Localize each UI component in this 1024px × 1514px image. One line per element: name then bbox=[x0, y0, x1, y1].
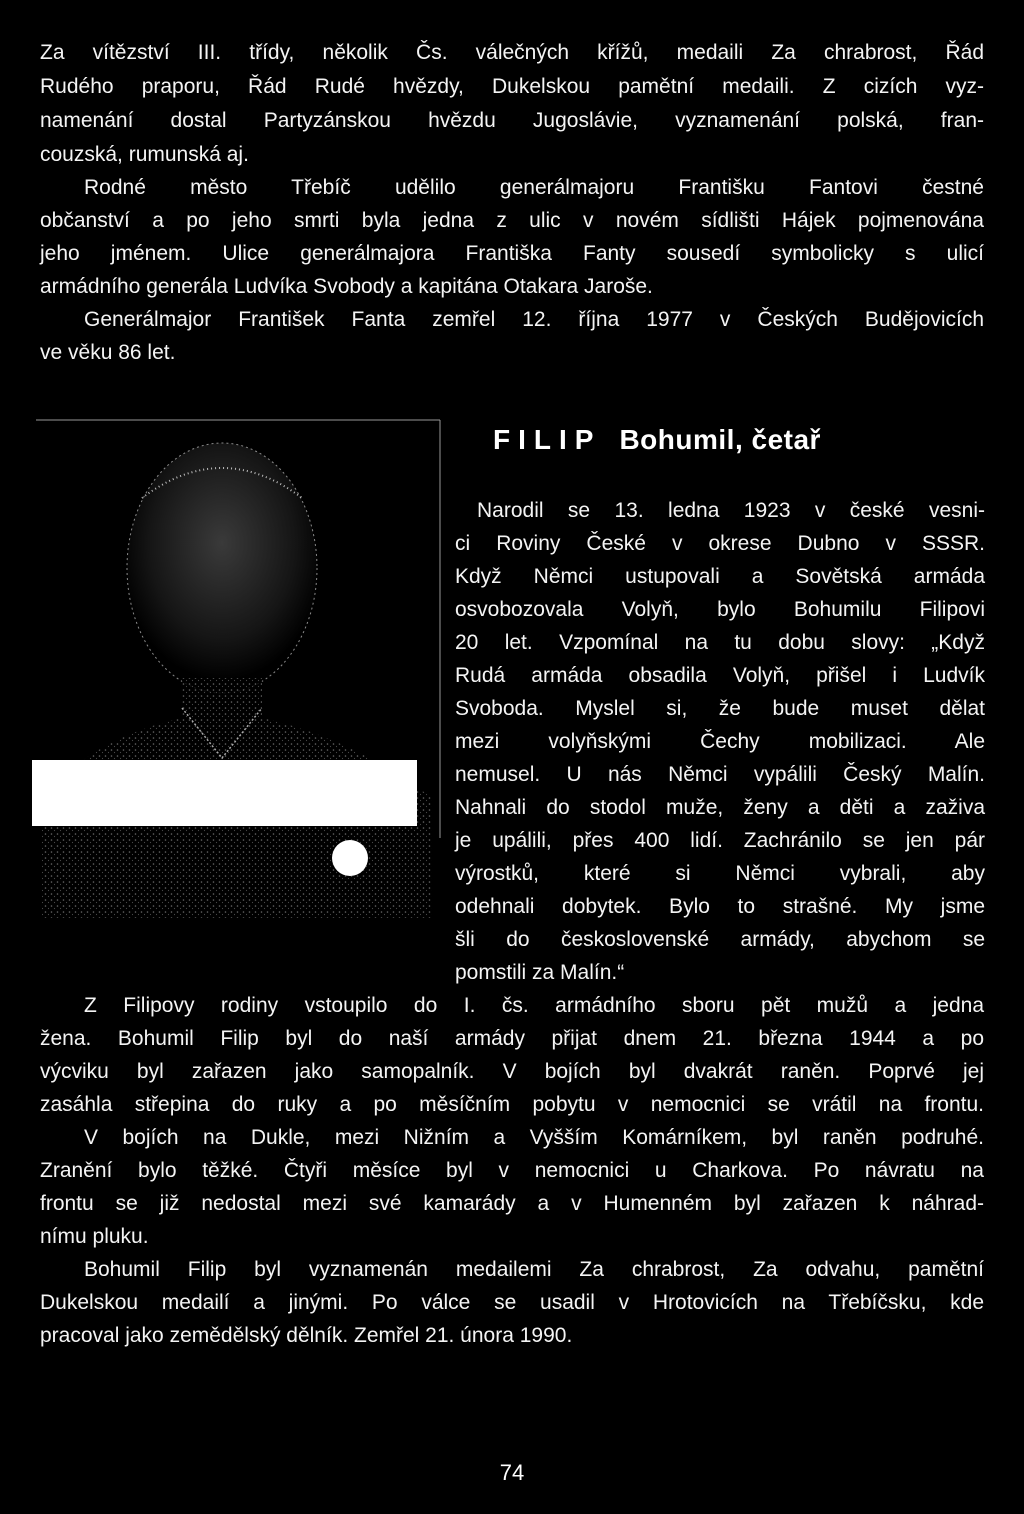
text-line: Rodné město Třebíč udělilo generálmajoru Františku Fantovi čestné bbox=[84, 176, 984, 199]
text-line: zasáhla střepina do ruky a po měsíčním pobytu v nemocnici se vrátil na frontu. bbox=[40, 1093, 984, 1116]
text-line: Zranění bylo těžké. Čtyři měsíce byl v nemocnici u Charkova. Po návratu na bbox=[40, 1159, 984, 1182]
text-line: ci Roviny České v okrese Dubno v SSSR. bbox=[455, 532, 985, 555]
text-line: Rudá armáda obsadila Volyň, přišel i Ludvík bbox=[455, 664, 985, 687]
text-line: jeho jménem. Ulice generálmajora Františka Fanty sousedí symbolicky s ulicí bbox=[40, 242, 984, 265]
text-line: V bojích na Dukle, mezi Nižním a Vyšším Komárníkem, byl raněn podruhé. bbox=[84, 1126, 984, 1149]
text-line: Bohumil Filip byl vyznamenán medailemi Za chrabrost, Za odvahu, pamětní bbox=[84, 1258, 984, 1281]
surname: FILIP bbox=[493, 424, 602, 455]
text-line: Když Němci ustupovali a Sovětská armáda bbox=[455, 565, 985, 588]
text-line: je upálili, přes 400 lidí. Zachránilo se jen pár bbox=[455, 829, 985, 852]
text-line: Rudého praporu, Řád Rudé hvězdy, Dukelskou pamětní medaili. Z cizích vyz- bbox=[40, 75, 984, 98]
text-line: 20 let. Vzpomínal na tu dobu slovy: „Když bbox=[455, 631, 985, 654]
text-line: couzská, rumunská aj. bbox=[40, 143, 249, 166]
text-line: pomstili za Malín.“ bbox=[455, 961, 625, 984]
text-line: občanství a po jeho smrti byla jedna z ulic v novém sídlišti Hájek pojmenována bbox=[40, 209, 984, 232]
text-line: namenání dostal Partyzánskou hvězdu Jugoslávie, vyznamenání polská, fran- bbox=[40, 109, 984, 132]
text-line: Za vítězství III. třídy, několik Čs. válečných křížů, medaili Za chrabrost, Řád bbox=[40, 41, 984, 64]
text-line: frontu se již nedostal mezi své kamarády a v Humenném byl zařazen k náhrad- bbox=[40, 1192, 984, 1215]
text-line: osvobozovala Volyň, bylo Bohumilu Filipovi bbox=[455, 598, 985, 621]
person-heading bbox=[493, 424, 821, 456]
text-line: odehnali dobytek. Bylo to strašné. My jsme bbox=[455, 895, 985, 918]
text-line: šli do československé armády, abychom se bbox=[455, 928, 985, 951]
text-line: nímu pluku. bbox=[40, 1225, 149, 1248]
text-line: nemusel. U nás Němci vypálili Český Malín. bbox=[455, 763, 985, 786]
text-line: Dukelskou medailí a jinými. Po válce se usadil v Hrotovicích na Třebíčsku, kde bbox=[40, 1291, 984, 1314]
text-line: armádního generála Ludvíka Svobody a kapitána Otakara Jaroše. bbox=[40, 275, 653, 298]
portrait-photo bbox=[32, 418, 442, 918]
given-name-rank: Bohumil, četař bbox=[619, 424, 821, 455]
text-line: Narodil se 13. ledna 1923 v české vesni- bbox=[477, 499, 985, 522]
text-line: pracoval jako zemědělský dělník. Zemřel 21. února 1990. bbox=[40, 1324, 573, 1347]
text-line: výrostků, které si Němci vybrali, aby bbox=[455, 862, 985, 885]
text-line: Svoboda. Myslel si, že bude muset dělat bbox=[455, 697, 985, 720]
text-line: výcviku byl zařazen jako samopalník. V bojích byl dvakrát raněn. Poprvé jej bbox=[40, 1060, 984, 1083]
text-line: mezi volyňskými Čechy mobilizaci. Ale bbox=[455, 730, 985, 753]
page-number: 74 bbox=[499, 1460, 525, 1485]
text-line: ve věku 86 let. bbox=[40, 341, 176, 364]
text-line: žena. Bohumil Filip byl do naší armády přijat dnem 21. března 1944 a po bbox=[40, 1027, 984, 1050]
text-line: Generálmajor František Fanta zemřel 12. října 1977 v Českých Budějovicích bbox=[84, 308, 984, 331]
text-line: Nahnali do stodol muže, ženy a děti a zaživa bbox=[455, 796, 985, 819]
text-line: Z Filipovy rodiny vstoupilo do I. čs. armádního sboru pět mužů a jedna bbox=[84, 994, 984, 1017]
